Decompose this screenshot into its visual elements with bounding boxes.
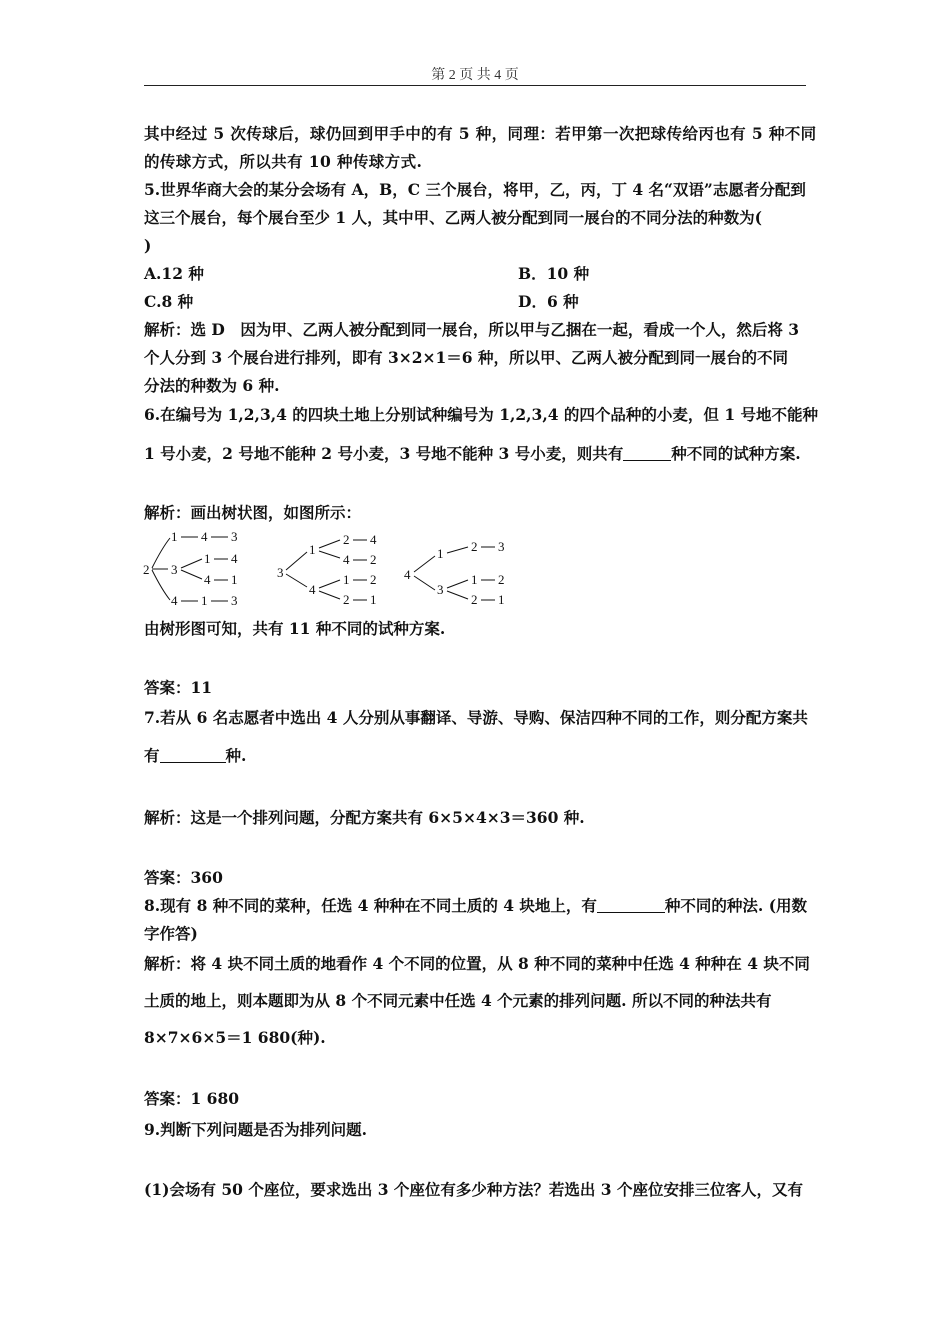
solution-line: 分法的种数为 6 种. [144,376,280,395]
tree-node: 3 [171,562,178,577]
option-b: B．10 种 [518,264,590,283]
tree-branch [152,538,170,568]
solution-line: 解析：画出树状图，如图所示： [144,503,362,522]
question-7-text: 种. [225,746,247,765]
tree-node: 3 [231,529,238,544]
option-d: D．6 种 [518,292,579,311]
tree-node: 3 [277,565,284,580]
tree-node: 1 [204,551,211,566]
tree-node: 2 [498,572,505,587]
tree-node: 4 [201,529,208,544]
option-a: A.12 种 [144,264,204,283]
header-divider [144,85,806,86]
answer-blank [623,446,671,461]
question-5-line: 这三个展台，每个展台至少 1 人，其中甲、乙两人被分配到同一展台的不同分法的种数为( [144,208,762,227]
answer-line: 答案：11 [144,678,213,697]
question-8-text: 种不同的种法. (用数 [664,896,808,915]
tree-node: 2 [343,592,350,607]
question-8-text: 8.现有 8 种不同的菜种，任选 4 种种在不同土质的 4 块地上，有 [144,896,597,915]
answer-blank [597,898,665,913]
tree-branch [447,580,468,588]
solution-line: 个人分到 3 个展台进行排列，即有 3×2×1＝6 种，所以甲、乙两人被分配到同一展台的不同 [144,348,788,367]
tree-node: 2 [343,532,350,547]
tree-node: 2 [471,539,478,554]
tree-node: 1 [437,546,444,561]
question-8-line: 字作答) [144,924,198,943]
tree-node: 1 [498,592,505,607]
question-6-line [144,444,801,464]
text-line: 的传球方式，所以共有 10 种传球方式. [144,152,423,171]
solution-line: 土质的地上，则本题即为从 8 个不同元素中任选 4 个元素的排列问题. 所以不同的种法共有 [144,991,772,1010]
tree-node: 2 [370,552,377,567]
tree-diagram [140,528,510,612]
tree-node: 3 [437,582,444,597]
question-7-line: 7.若从 6 名志愿者中选出 4 人分别从事翻译、导游、导购、保洁四种不同的工作，则分配方案共 [144,708,808,727]
solution-line: 解析：这是一个排列问题，分配方案共有 6×5×4×3＝360 种. [144,808,585,827]
tree-node: 1 [370,592,377,607]
text-line: 其中经过 5 次传球后，球仍回到甲手中的有 5 种，同理：若甲第一次把球传给丙也有 5 种不同 [144,124,817,143]
tree-branch [286,574,307,587]
tree-node: 4 [231,551,238,566]
question-5-line: ) [144,236,152,255]
question-9-line: (1)会场有 50 个座位，要求选出 3 个座位有多少种方法？若选出 3 个座位安排三位客人，又有 [144,1180,803,1199]
answer-line: 答案：360 [144,868,223,887]
option-c: C.8 种 [144,292,194,311]
tree-node: 1 [471,572,478,587]
tree-branch [319,551,340,558]
solution-line: 由树形图可知，共有 11 种不同的试种方案. [144,619,446,638]
question-9-line: 9.判断下列问题是否为排列问题. [144,1120,368,1139]
answer-line: 答案：1 680 [144,1089,240,1108]
tree-node: 4 [343,552,350,567]
solution-line: 8×7×6×5＝1 680(种). [144,1028,326,1047]
tree-node: 1 [201,593,208,608]
solution-line: 解析：将 4 块不同土质的地看作 4 个不同的位置，从 8 种不同的菜种中任选 4 种种在 4 块不同 [144,954,810,973]
tree-branch [286,552,307,570]
tree-branch [152,570,170,600]
tree-node: 3 [498,539,505,554]
tree-branch [414,556,435,572]
tree-node: 2 [143,562,150,577]
tree-branch [319,591,340,599]
tree-node: 1 [343,572,350,587]
tree-node: 4 [171,593,178,608]
tree-node: 4 [309,582,316,597]
tree-node: 2 [471,592,478,607]
tree-branch [181,559,202,568]
question-5-line: 5.世界华商大会的某分会场有 A，B，C 三个展台，将甲，乙，丙，丁 4 名“双语”志愿者分配到 [144,180,806,199]
page-number-header: 第 2 页 共 4 页 [431,68,519,83]
question-6-line: 6.在编号为 1,2,3,4 的四块土地上分别试种编号为 1,2,3,4 的四个品种的小麦，但 1 号地不能种 [144,405,819,424]
tree-node: 4 [404,567,411,582]
tree-branch [181,570,202,579]
question-7-line [144,746,246,766]
solution-line: 解析：选 D 因为甲、乙两人被分配到同一展台，所以甲与乙捆在一起，看成一个人，然后将 3 [144,320,800,339]
question-8-line [144,896,807,916]
answer-blank [160,748,226,763]
tree-node: 1 [309,542,316,557]
tree-branch [447,591,468,599]
tree-node: 4 [204,572,211,587]
tree-node: 2 [370,572,377,587]
tree-branch [447,547,468,553]
tree-branch [319,580,340,588]
tree-node: 1 [171,529,178,544]
tree-branch [319,540,340,548]
tree-node: 4 [370,532,377,547]
tree-node: 1 [231,572,238,587]
tree-branch [414,576,435,590]
question-6-text: 1 号小麦，2 号地不能种 2 号小麦，3 号地不能种 3 号小麦，则共有 [144,444,624,463]
question-6-text: 种不同的试种方案. [671,444,801,463]
tree-node: 3 [231,593,238,608]
question-7-text: 有 [144,746,160,765]
